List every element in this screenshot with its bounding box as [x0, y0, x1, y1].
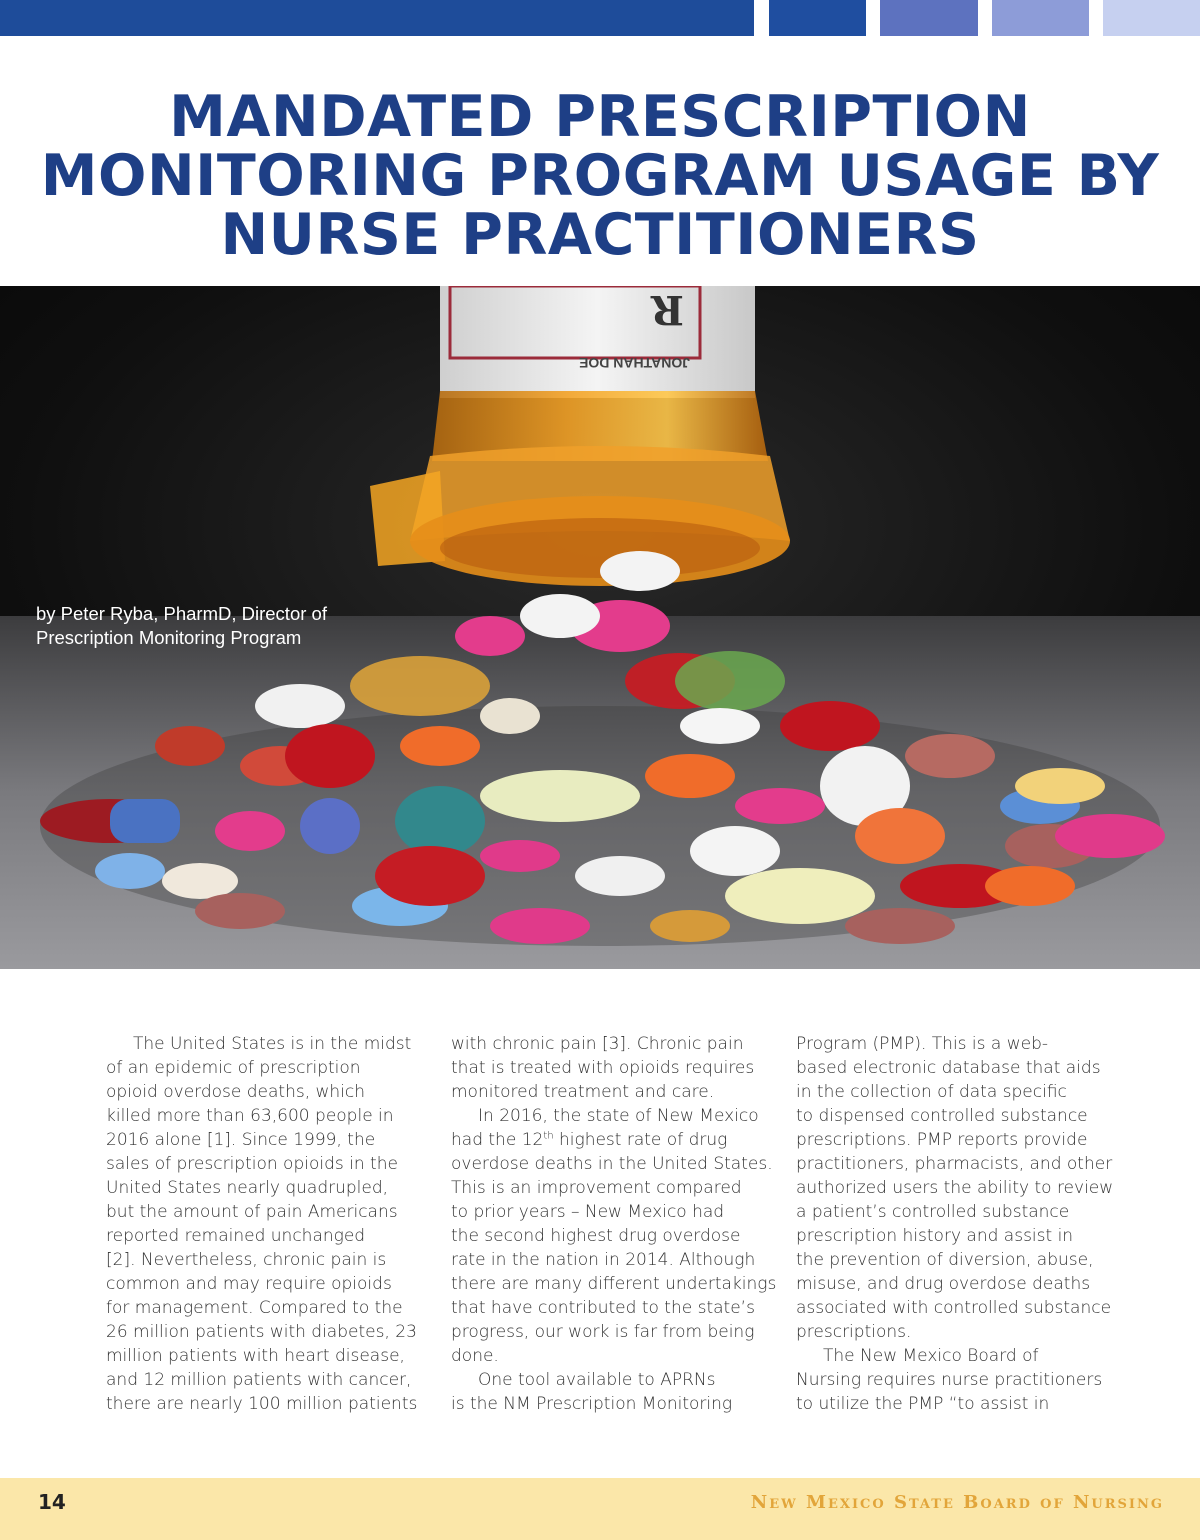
col3-line: prescription history and assist in: [796, 1226, 1074, 1246]
col1-line: but the amount of pain Americans: [106, 1202, 398, 1222]
col2-line: One tool available to APRNs: [478, 1370, 716, 1390]
header-bar-block-4: [1103, 0, 1200, 36]
col3-line: Nursing requires nurse practitioners: [796, 1370, 1103, 1390]
col2-line: the second highest drug overdose: [451, 1226, 741, 1246]
col3-line: the prevention of diversion, abuse,: [796, 1250, 1094, 1270]
col2-line: In 2016, the state of New Mexico: [478, 1106, 759, 1126]
page-number: 14: [38, 1490, 66, 1514]
body-column-3: [796, 1032, 1114, 1416]
header-bar-block-3: [992, 0, 1089, 36]
col1-line: common and may require opioids: [106, 1274, 392, 1294]
col3-line: associated with controlled substance: [796, 1298, 1112, 1318]
col1-line: and 12 million patients with cancer,: [106, 1370, 412, 1390]
col3-line: misuse, and drug overdose deaths: [796, 1274, 1091, 1294]
col3-line: Program (PMP). This is a web-: [796, 1034, 1049, 1054]
body-column-1: [106, 1032, 418, 1416]
header-bar-main: [0, 0, 754, 36]
col1-line: for management. Compared to the: [106, 1298, 403, 1318]
col1-line: killed more than 63,600 people in: [106, 1106, 394, 1126]
col3-line: The New Mexico Board of: [823, 1346, 1039, 1366]
col1-line: United States nearly quadrupled,: [106, 1178, 389, 1198]
col3-line: prescriptions. PMP reports provide: [796, 1130, 1088, 1150]
page-footer: [0, 1478, 1200, 1540]
col2-line: there are many different undertakings: [451, 1274, 777, 1294]
title-line-3: NURSE PRACTITIONERS: [220, 202, 980, 268]
col3-line: authorized users the ability to review: [796, 1178, 1114, 1198]
byline: [36, 602, 327, 650]
col2-line5-post: highest rate of drug: [553, 1130, 728, 1150]
label-patient-name: JONATHAN DOE: [579, 355, 690, 371]
col1-line: there are nearly 100 million patients: [106, 1394, 418, 1414]
col2-line: rate in the nation in 2014. Although: [451, 1250, 756, 1270]
ordinal-superscript: th: [543, 1130, 554, 1142]
col2-line: monitored treatment and care.: [451, 1082, 715, 1102]
col2-line: overdose deaths in the United States.: [451, 1154, 773, 1174]
col3-line: practitioners, pharmacists, and other: [796, 1154, 1113, 1174]
col2-line: done.: [451, 1346, 499, 1366]
byline-line-2: Prescription Monitoring Program: [36, 627, 302, 648]
col3-line: to dispensed controlled substance: [796, 1106, 1088, 1126]
col1-line: 26 million patients with diabetes, 23: [106, 1322, 417, 1342]
col1-line: sales of prescription opioids in the: [106, 1154, 398, 1174]
col2-line: with chronic pain [3]. Chronic pain: [451, 1034, 744, 1054]
body-column-2: [451, 1032, 777, 1416]
title-line-2: MONITORING PROGRAM USAGE BY: [40, 143, 1160, 209]
col1-line: 2016 alone [1]. Since 1999, the: [106, 1130, 376, 1150]
col3-line: based electronic database that aids: [796, 1058, 1101, 1078]
col3-line: to utilize the PMP “to assist in: [796, 1394, 1050, 1414]
title-line-1: MANDATED PRESCRIPTION: [169, 84, 1031, 150]
col3-line: prescriptions.: [796, 1322, 912, 1342]
publication-name: New Mexico State Board of Nursing: [750, 1492, 1164, 1513]
col2-line: is the NM Prescription Monitoring: [451, 1394, 733, 1414]
col1-line: reported remained unchanged: [106, 1226, 366, 1246]
col1-line: The United States is in the midst: [133, 1034, 412, 1054]
col1-line: million patients with heart disease,: [106, 1346, 405, 1366]
col1-line: [2]. Nevertheless, chronic pain is: [106, 1250, 387, 1270]
header-bar-block-2: [880, 0, 978, 36]
label-letter: R: [650, 286, 684, 333]
col2-line: that have contributed to the state’s: [451, 1298, 755, 1318]
col2-line: to prior years – New Mexico had: [451, 1202, 725, 1222]
col2-line: that is treated with opioids requires: [451, 1058, 755, 1078]
col3-line: a patient’s controlled substance: [796, 1202, 1070, 1222]
col1-line: of an epidemic of prescription: [106, 1058, 361, 1078]
pill-bottle-photo: [0, 286, 1200, 969]
col2-line: progress, our work is far from being: [451, 1322, 755, 1342]
col2-line: This is an improvement compared: [451, 1178, 742, 1198]
article-title: [40, 84, 1160, 268]
col2-line5-pre: had the 12: [451, 1130, 544, 1150]
col2-line-with-superscript: [451, 1128, 763, 1152]
header-bar-block-1: [769, 0, 866, 36]
col1-line: opioid overdose deaths, which: [106, 1082, 366, 1102]
col3-line: in the collection of data specific: [796, 1082, 1067, 1102]
byline-line-1: by Peter Ryba, PharmD, Director of: [36, 603, 327, 624]
